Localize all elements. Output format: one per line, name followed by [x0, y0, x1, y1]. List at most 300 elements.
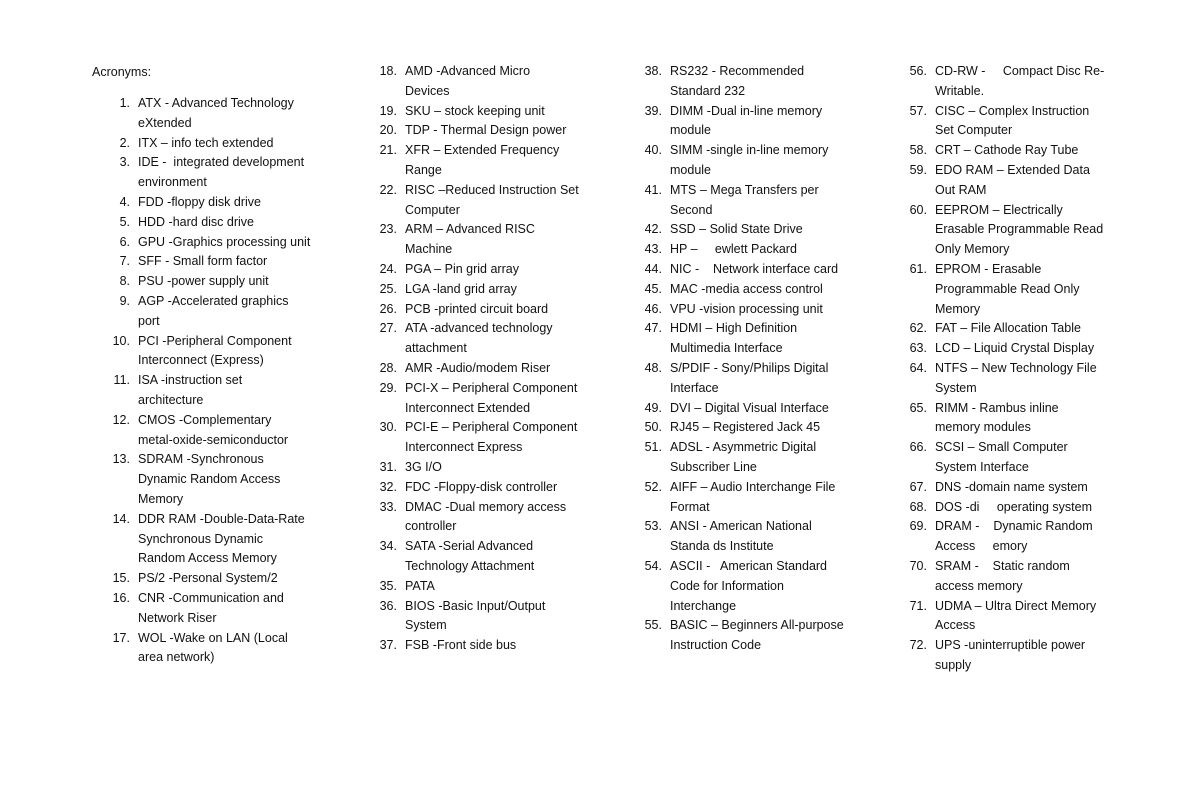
item-line: UDMA – Ultra Direct Memory: [935, 598, 1097, 613]
acronym-item: [363, 220, 599, 260]
item-line: System Interface: [935, 459, 1029, 474]
item-text: [405, 319, 599, 359]
item-number: 53.: [644, 519, 662, 534]
item-line: System: [935, 380, 977, 395]
item-text: [405, 458, 599, 478]
acronym-item: [628, 616, 864, 656]
acronym-item: [628, 181, 864, 221]
item-line: Out RAM: [935, 182, 987, 197]
acronym-column-2: [363, 62, 599, 656]
item-text: [138, 292, 332, 332]
acronym-column-4: [893, 62, 1129, 676]
acronym-item: [96, 629, 332, 669]
item-line: SFF - Small form factor: [138, 254, 268, 269]
acronym-item: [893, 62, 1129, 102]
item-text: [405, 597, 599, 637]
item-line: HP – ewlett Packard: [670, 242, 797, 257]
item-line: WOL -Wake on LAN (Local: [138, 630, 288, 645]
item-text: [670, 359, 864, 399]
item-line: DDR RAM -Double-Data-Rate: [138, 511, 305, 526]
item-text: [935, 636, 1129, 676]
item-text: [405, 418, 599, 458]
item-line: FAT – File Allocation Table: [935, 321, 1081, 336]
acronym-item: [628, 418, 864, 438]
item-number: 63.: [909, 341, 927, 356]
acronym-item: [96, 272, 332, 292]
item-text: [935, 517, 1129, 557]
item-text: [138, 629, 332, 669]
item-line: NIC - Network interface card: [670, 261, 839, 276]
item-number: 24.: [379, 261, 397, 276]
item-text: [670, 438, 864, 478]
item-line: XFR – Extended Frequency: [405, 143, 560, 158]
item-line: DRAM - Dynamic Random: [935, 519, 1093, 534]
item-number: 19.: [379, 103, 397, 118]
item-line: Set Computer: [935, 123, 1013, 138]
item-text: [935, 478, 1129, 498]
item-line: BASIC – Beginners All-purpose: [670, 618, 844, 633]
acronym-item: [96, 450, 332, 509]
acronym-item: [893, 478, 1129, 498]
item-line: FDD -floppy disk drive: [138, 194, 261, 209]
item-number: 71.: [909, 598, 927, 613]
item-number: 68.: [909, 499, 927, 514]
acronym-item: [363, 300, 599, 320]
acronym-item: [893, 597, 1129, 637]
item-text: [935, 557, 1129, 597]
acronym-item: [628, 62, 864, 102]
item-line: AGP -Accelerated graphics: [138, 293, 289, 308]
item-text: [138, 233, 332, 253]
item-text: [138, 450, 332, 509]
item-line: memory modules: [935, 420, 1031, 435]
acronym-item: [893, 161, 1129, 201]
item-number: 29.: [379, 380, 397, 395]
item-line: Network Riser: [138, 610, 217, 625]
acronym-item: [628, 319, 864, 359]
item-line: Format: [670, 499, 710, 514]
item-number: 22.: [379, 182, 397, 197]
acronym-item: [628, 141, 864, 181]
item-text: [670, 616, 864, 656]
acronym-item: [363, 319, 599, 359]
item-text: [138, 134, 332, 154]
item-line: System: [405, 618, 447, 633]
item-line: Only Memory: [935, 242, 1010, 257]
item-number: 2.: [119, 135, 130, 150]
item-number: 11.: [113, 373, 130, 388]
item-text: [138, 153, 332, 193]
item-number: 14.: [112, 511, 130, 526]
acronym-item: [363, 379, 599, 419]
item-line: ITX – info tech extended: [138, 135, 274, 150]
item-text: [935, 498, 1129, 518]
acronym-item: [893, 339, 1129, 359]
item-line: ARM – Advanced RISC: [405, 222, 535, 237]
item-line: Interconnect Extended: [405, 400, 531, 415]
acronym-item: [363, 260, 599, 280]
item-line: environment: [138, 175, 207, 190]
item-line: MTS – Mega Transfers per: [670, 182, 819, 197]
item-line: S/PDIF - Sony/Philips Digital: [670, 360, 829, 375]
item-text: [405, 260, 599, 280]
item-line: PCI -Peripheral Component: [138, 333, 292, 348]
item-text: [670, 280, 864, 300]
item-number: 61.: [909, 261, 927, 276]
item-text: [138, 213, 332, 233]
item-line: port: [138, 313, 160, 328]
acronym-item: [628, 399, 864, 419]
item-number: 26.: [379, 301, 397, 316]
item-line: eXtended: [138, 115, 192, 130]
item-line: 3G I/O: [405, 459, 442, 474]
item-text: [138, 332, 332, 372]
item-line: ATX - Advanced Technology: [138, 96, 294, 110]
item-text: [138, 411, 332, 451]
item-line: GPU -Graphics processing unit: [138, 234, 311, 249]
item-line: UPS -uninterruptible power: [935, 638, 1086, 653]
item-number: 1.: [119, 96, 130, 110]
item-line: Instruction Code: [670, 638, 762, 653]
item-number: 25.: [379, 281, 397, 296]
item-number: 34.: [379, 539, 397, 554]
acronym-item: [363, 359, 599, 379]
item-line: supply: [935, 657, 972, 672]
item-number: 48.: [644, 360, 662, 375]
item-line: SCSI – Small Computer: [935, 440, 1068, 455]
item-text: [935, 339, 1129, 359]
item-line: ADSL - Asymmetric Digital: [670, 440, 817, 455]
item-line: Random Access Memory: [138, 551, 277, 566]
item-line: AIFF – Audio Interchange File: [670, 479, 836, 494]
item-text: [405, 62, 599, 102]
item-number: 15.: [112, 571, 130, 586]
item-number: 44.: [644, 261, 662, 276]
acronym-item: [893, 319, 1129, 339]
item-number: 57.: [909, 103, 927, 118]
acronym-item: [96, 252, 332, 272]
acronym-item: [893, 399, 1129, 439]
acronym-item: [363, 577, 599, 597]
item-number: 23.: [379, 222, 397, 237]
item-line: Memory: [935, 301, 981, 316]
item-number: 28.: [379, 360, 397, 375]
item-line: Standa ds Institute: [670, 539, 774, 554]
item-number: 69.: [909, 519, 927, 534]
item-line: Multimedia Interface: [670, 341, 783, 356]
item-number: 13.: [112, 452, 130, 467]
acronym-item: [363, 597, 599, 637]
acronym-item: [628, 438, 864, 478]
item-number: 6.: [119, 234, 130, 249]
item-number: 45.: [644, 281, 662, 296]
item-line: FDC -Floppy-disk controller: [405, 479, 558, 494]
item-line: ASCII - American Standard: [670, 558, 828, 573]
item-line: ISA -instruction set: [138, 373, 243, 388]
item-number: 21.: [379, 143, 397, 158]
item-line: access memory: [935, 578, 1023, 593]
item-number: 3.: [119, 155, 130, 170]
item-number: 60.: [909, 202, 927, 217]
acronym-item: [628, 517, 864, 557]
item-line: EEPROM – Electrically: [935, 202, 1063, 217]
item-text: [405, 141, 599, 181]
item-text: [138, 193, 332, 213]
item-line: HDMI – High Definition: [670, 321, 798, 336]
acronym-item: [96, 589, 332, 629]
item-number: 64.: [909, 360, 927, 375]
acronym-item: [628, 300, 864, 320]
acronym-item: [628, 240, 864, 260]
item-line: FSB -Front side bus: [405, 638, 517, 653]
item-number: 12.: [112, 412, 130, 427]
item-line: Access emory: [935, 539, 1028, 554]
item-text: [138, 569, 332, 589]
item-text: [405, 379, 599, 419]
item-line: Standard 232: [670, 83, 746, 98]
item-line: EPROM - Erasable: [935, 261, 1042, 276]
item-text: [405, 220, 599, 260]
item-number: 65.: [909, 400, 927, 415]
acronym-item: [363, 102, 599, 122]
item-number: 8.: [119, 274, 130, 289]
acronym-item: [628, 260, 864, 280]
acronym-item: [628, 280, 864, 300]
item-text: [405, 102, 599, 122]
item-number: 37.: [379, 638, 397, 653]
item-line: CISC – Complex Instruction: [935, 103, 1090, 118]
acronym-item: [96, 233, 332, 253]
item-number: 10.: [112, 333, 130, 348]
acronym-item: [893, 636, 1129, 676]
item-line: Subscriber Line: [670, 459, 757, 474]
item-text: [935, 260, 1129, 319]
item-text: [935, 438, 1129, 478]
acronym-item: [363, 141, 599, 181]
item-text: [405, 300, 599, 320]
acronym-item: [363, 280, 599, 300]
item-number: 56.: [909, 64, 927, 78]
item-line: Memory: [138, 491, 184, 506]
item-line: DNS -domain name system: [935, 479, 1088, 494]
item-number: 40.: [644, 143, 662, 158]
item-line: TDP - Thermal Design power: [405, 123, 567, 138]
item-number: 41.: [644, 182, 662, 197]
acronym-item: [96, 332, 332, 372]
acronym-item: [363, 498, 599, 538]
acronym-item: [893, 141, 1129, 161]
item-number: 42.: [644, 222, 662, 237]
item-line: ATA -advanced technology: [405, 321, 553, 336]
item-line: Devices: [405, 83, 450, 98]
acronym-item: [893, 260, 1129, 319]
item-line: DMAC -Dual memory access: [405, 499, 567, 514]
item-text: [935, 201, 1129, 260]
item-line: metal-oxide-semiconductor: [138, 432, 289, 447]
item-line: SDRAM -Synchronous: [138, 452, 264, 467]
item-line: MAC -media access control: [670, 281, 823, 296]
item-text: [405, 478, 599, 498]
item-line: Interconnect (Express): [138, 353, 264, 368]
item-line: ANSI - American National: [670, 519, 812, 534]
acronym-item: [363, 537, 599, 577]
acronym-item: [363, 418, 599, 458]
item-line: controller: [405, 519, 457, 534]
acronym-item: [893, 201, 1129, 260]
item-line: AMR -Audio/modem Riser: [405, 360, 551, 375]
item-line: Code for Information: [670, 578, 784, 593]
item-text: [670, 260, 864, 280]
item-number: 30.: [379, 420, 397, 435]
item-line: RIMM - Rambus inline: [935, 400, 1059, 415]
item-number: 70.: [909, 558, 927, 573]
acronym-item: [363, 62, 599, 102]
item-line: PGA – Pin grid array: [405, 261, 519, 276]
item-line: SIMM -single in-line memory: [670, 143, 829, 158]
acronym-item: [363, 636, 599, 656]
item-text: [670, 319, 864, 359]
item-number: 5.: [119, 214, 130, 229]
item-number: 54.: [644, 558, 662, 573]
item-number: 50.: [644, 420, 662, 435]
item-text: [405, 280, 599, 300]
item-text: [405, 359, 599, 379]
item-line: IDE - integrated development: [138, 155, 305, 170]
item-line: RJ45 – Registered Jack 45: [670, 420, 821, 435]
item-text: [670, 62, 864, 102]
item-line: CMOS -Complementary: [138, 412, 272, 427]
acronym-column-1: [96, 94, 332, 668]
acronym-item: [628, 478, 864, 518]
item-text: [138, 371, 332, 411]
item-number: 9.: [119, 293, 130, 308]
acronym-item: [363, 181, 599, 221]
acronym-column-3: [628, 62, 864, 656]
item-text: [405, 121, 599, 141]
item-text: [935, 359, 1129, 399]
item-text: [138, 272, 332, 292]
item-number: 38.: [644, 64, 662, 78]
acronym-item: [96, 213, 332, 233]
item-line: Technology Attachment: [405, 558, 535, 573]
item-number: 39.: [644, 103, 662, 118]
item-line: area network): [138, 650, 215, 665]
item-line: HDD -hard disc drive: [138, 214, 255, 229]
acronym-item: [363, 458, 599, 478]
item-line: SSD – Solid State Drive: [670, 222, 803, 237]
item-line: DOS -di operating system: [935, 499, 1093, 514]
acronym-item: [363, 478, 599, 498]
item-line: module: [670, 123, 711, 138]
item-line: PCI-X – Peripheral Component: [405, 380, 578, 395]
acronym-item: [628, 359, 864, 399]
item-line: SKU – stock keeping unit: [405, 103, 545, 118]
item-number: 33.: [379, 499, 397, 514]
item-text: [935, 597, 1129, 637]
item-number: 20.: [379, 123, 397, 138]
item-text: [405, 537, 599, 577]
acronym-item: [628, 102, 864, 142]
item-text: [935, 399, 1129, 439]
acronym-item: [893, 359, 1129, 399]
item-number: 35.: [379, 578, 397, 593]
acronym-item: [893, 498, 1129, 518]
item-line: CRT – Cathode Ray Tube: [935, 143, 1079, 158]
acronym-item: [893, 557, 1129, 597]
item-line: PATA: [405, 578, 435, 593]
item-number: 72.: [909, 638, 927, 653]
item-number: 66.: [909, 440, 927, 455]
item-number: 18.: [379, 64, 397, 78]
acronym-item: [96, 94, 332, 134]
item-text: [670, 478, 864, 518]
item-text: [670, 517, 864, 557]
item-text: [935, 319, 1129, 339]
acronym-item: [96, 510, 332, 569]
acronym-item: [628, 220, 864, 240]
item-line: Writable.: [935, 83, 985, 98]
item-number: 59.: [909, 162, 927, 177]
item-number: 49.: [644, 400, 662, 415]
item-line: PSU -power supply unit: [138, 274, 269, 289]
acronym-item: [363, 121, 599, 141]
item-text: [670, 418, 864, 438]
item-text: [670, 300, 864, 320]
item-text: [935, 141, 1129, 161]
item-line: DVI – Digital Visual Interface: [670, 400, 829, 415]
item-text: [670, 141, 864, 181]
item-line: RISC –Reduced Instruction Set: [405, 182, 579, 197]
item-line: PCI-E – Peripheral Component: [405, 420, 578, 435]
item-number: 52.: [644, 479, 662, 494]
item-line: Interchange: [670, 598, 737, 613]
item-text: [670, 181, 864, 221]
item-text: [405, 498, 599, 538]
item-line: Interconnect Express: [405, 440, 523, 455]
item-text: [138, 589, 332, 629]
item-number: 7.: [119, 254, 130, 269]
item-line: Dynamic Random Access: [138, 472, 281, 487]
item-line: EDO RAM – Extended Data: [935, 162, 1090, 177]
item-text: [670, 102, 864, 142]
item-line: architecture: [138, 392, 204, 407]
item-number: 27.: [379, 321, 397, 336]
item-line: Erasable Programmable Read: [935, 222, 1104, 237]
acronyms-heading: Acronyms:: [92, 65, 152, 79]
item-line: Machine: [405, 242, 453, 257]
item-number: 47.: [644, 321, 662, 336]
item-text: [670, 220, 864, 240]
item-number: 55.: [644, 618, 662, 633]
item-line: PS/2 -Personal System/2: [138, 571, 278, 586]
item-text: [405, 636, 599, 656]
item-number: 31.: [379, 459, 397, 474]
acronym-item: [893, 517, 1129, 557]
item-line: RS232 - Recommended: [670, 64, 805, 78]
item-text: [138, 94, 332, 134]
item-text: [935, 102, 1129, 142]
item-line: NTFS – New Technology File: [935, 360, 1097, 375]
item-line: Programmable Read Only: [935, 281, 1080, 296]
acronym-item: [628, 557, 864, 616]
item-text: [670, 557, 864, 616]
acronym-item: [96, 193, 332, 213]
item-line: Interface: [670, 380, 719, 395]
item-line: PCB -printed circuit board: [405, 301, 549, 316]
item-number: 58.: [909, 143, 927, 158]
item-line: module: [670, 162, 711, 177]
item-line: DIMM -Dual in-line memory: [670, 103, 823, 118]
